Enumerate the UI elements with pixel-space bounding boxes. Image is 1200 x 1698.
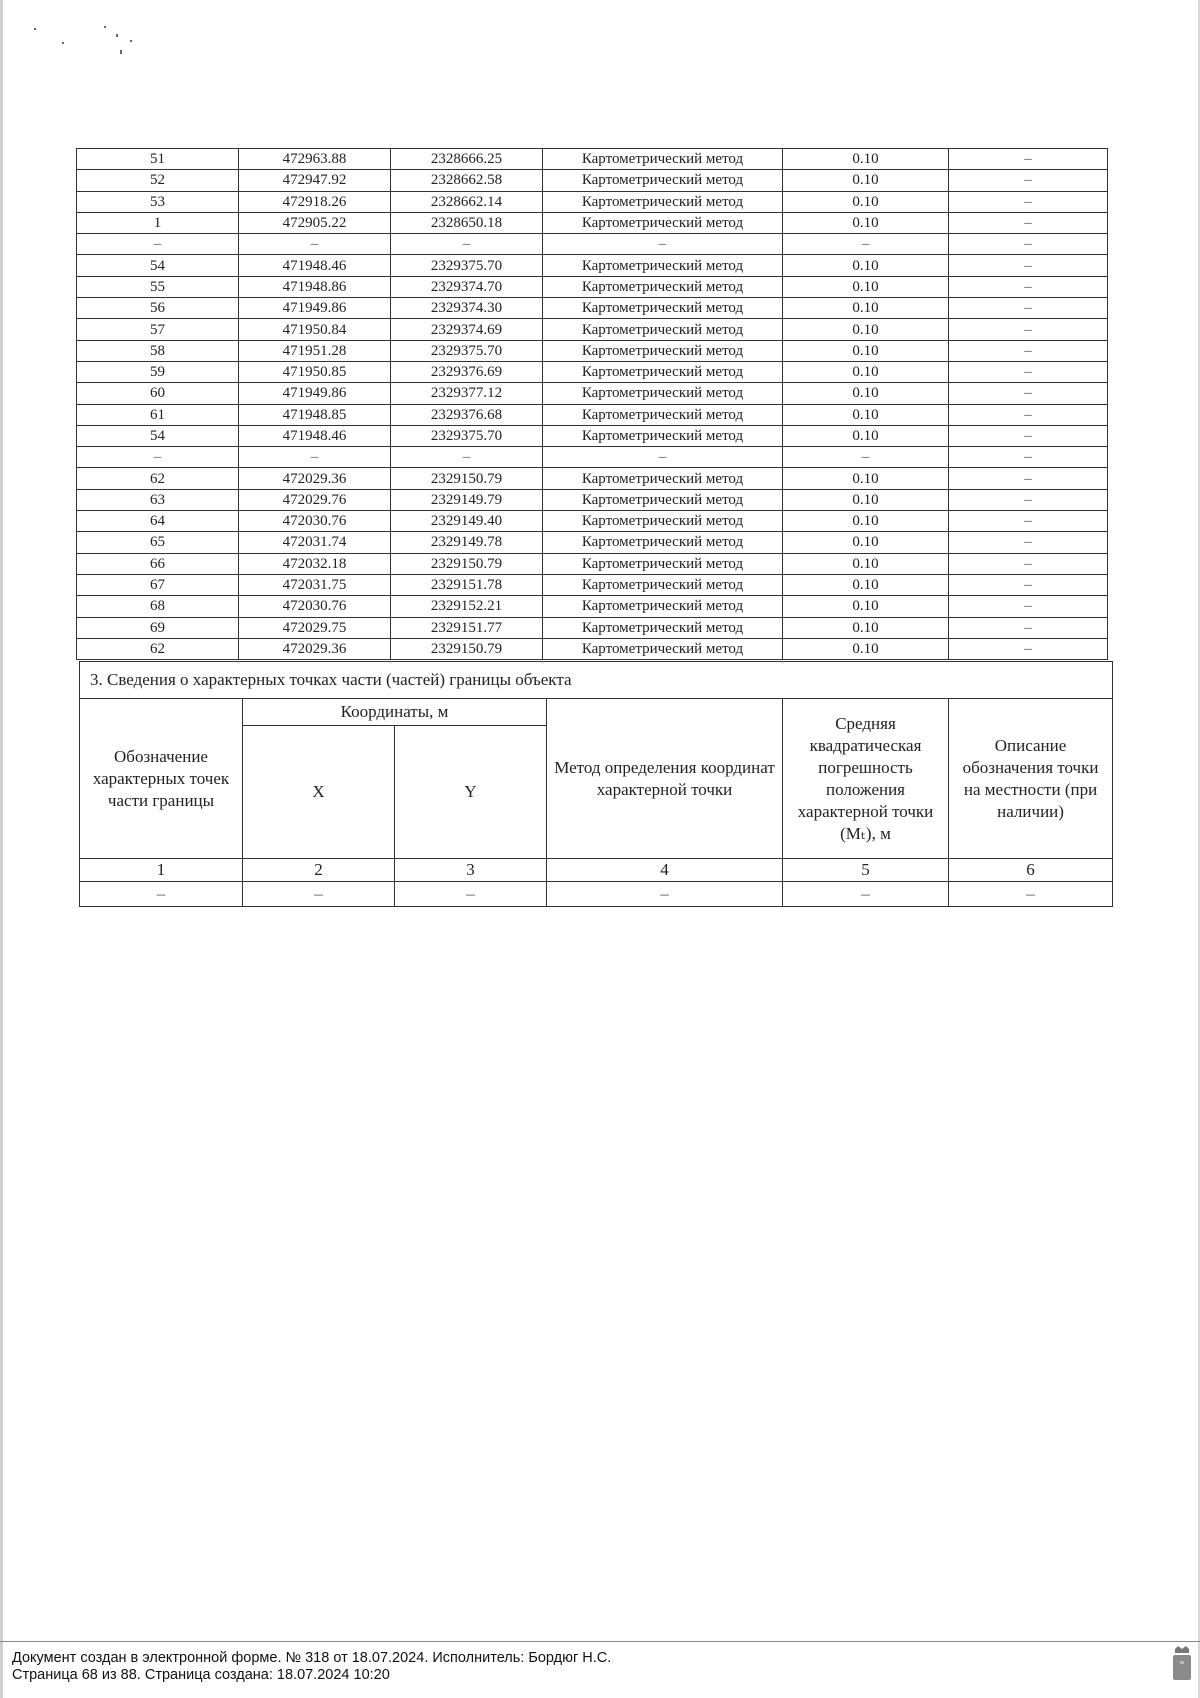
coord-y-cell: – bbox=[391, 447, 543, 468]
header-coords: Координаты, м bbox=[243, 699, 547, 726]
table-row bbox=[77, 425, 1108, 446]
point-number-cell: 64 bbox=[77, 511, 239, 532]
accuracy-cell: 0.10 bbox=[783, 617, 949, 638]
coord-y-cell: 2329376.68 bbox=[391, 404, 543, 425]
coord-x-cell: 472031.74 bbox=[239, 532, 391, 553]
description-cell: – bbox=[949, 638, 1108, 659]
coord-y-cell: 2329149.40 bbox=[391, 511, 543, 532]
description-cell: – bbox=[949, 532, 1108, 553]
point-number-cell: 59 bbox=[77, 361, 239, 382]
coord-x-cell: 471948.85 bbox=[239, 404, 391, 425]
table-row bbox=[77, 276, 1108, 297]
accuracy-cell: 0.10 bbox=[783, 553, 949, 574]
description-cell: – bbox=[949, 425, 1108, 446]
point-number-cell: 61 bbox=[77, 404, 239, 425]
point-number-cell: 63 bbox=[77, 489, 239, 510]
table-row bbox=[77, 255, 1108, 276]
coord-x-cell: 472029.36 bbox=[239, 638, 391, 659]
coord-y-cell: 2329376.69 bbox=[391, 361, 543, 382]
column-number: 6 bbox=[949, 859, 1113, 882]
accuracy-cell: 0.10 bbox=[783, 638, 949, 659]
table-row bbox=[77, 489, 1108, 510]
coord-x-cell: 471951.28 bbox=[239, 340, 391, 361]
point-number-cell: 60 bbox=[77, 383, 239, 404]
table-row bbox=[77, 319, 1108, 340]
description-cell: – bbox=[949, 319, 1108, 340]
point-number-cell: 67 bbox=[77, 574, 239, 595]
method-cell: Картометрический метод bbox=[543, 468, 783, 489]
header-designation: Обозначение характерных точек части границы bbox=[80, 699, 243, 859]
dash-cell: – bbox=[547, 882, 783, 907]
coord-y-cell: 2329374.30 bbox=[391, 298, 543, 319]
accuracy-cell: 0.10 bbox=[783, 340, 949, 361]
table-row bbox=[77, 383, 1108, 404]
section3-title: 3. Сведения о характерных точках части (частей) границы объекта bbox=[80, 662, 1113, 699]
coord-y-cell: 2329377.12 bbox=[391, 383, 543, 404]
coord-x-cell: 472947.92 bbox=[239, 170, 391, 191]
table-row bbox=[77, 340, 1108, 361]
coord-x-cell: 471949.86 bbox=[239, 298, 391, 319]
coord-x-cell: 472029.36 bbox=[239, 468, 391, 489]
description-cell: – bbox=[949, 468, 1108, 489]
point-number-cell: – bbox=[77, 234, 239, 255]
header-description: Описание обозначения точки на местности (при наличии) bbox=[949, 699, 1113, 859]
table-row bbox=[77, 596, 1108, 617]
table-row bbox=[77, 574, 1108, 595]
accuracy-cell: 0.10 bbox=[783, 149, 949, 170]
coord-x-cell: 472029.75 bbox=[239, 617, 391, 638]
accuracy-cell: 0.10 bbox=[783, 468, 949, 489]
coord-y-cell: 2328662.14 bbox=[391, 191, 543, 212]
coord-y-cell: 2329149.79 bbox=[391, 489, 543, 510]
method-cell: Картометрический метод bbox=[543, 425, 783, 446]
coord-y-cell: 2329150.79 bbox=[391, 468, 543, 489]
column-number: 5 bbox=[783, 859, 949, 882]
dash-cell: – bbox=[80, 882, 243, 907]
coord-x-cell: 472030.76 bbox=[239, 511, 391, 532]
coord-y-cell: 2329151.78 bbox=[391, 574, 543, 595]
description-cell: – bbox=[949, 170, 1108, 191]
dash-cell: – bbox=[783, 882, 949, 907]
method-cell: Картометрический метод bbox=[543, 149, 783, 170]
section3-table bbox=[79, 661, 1113, 907]
accuracy-cell: 0.10 bbox=[783, 319, 949, 340]
method-cell: Картометрический метод bbox=[543, 404, 783, 425]
method-cell: Картометрический метод bbox=[543, 340, 783, 361]
coord-x-cell: 472905.22 bbox=[239, 212, 391, 233]
description-cell: – bbox=[949, 383, 1108, 404]
table-row bbox=[77, 553, 1108, 574]
coordinates-table bbox=[76, 148, 1108, 660]
coord-y-cell: 2329375.70 bbox=[391, 425, 543, 446]
document-footer bbox=[0, 1641, 1200, 1683]
point-number-cell: 62 bbox=[77, 638, 239, 659]
page-edge-left bbox=[0, 0, 3, 1698]
accuracy-cell: – bbox=[783, 447, 949, 468]
description-cell: – bbox=[949, 596, 1108, 617]
coord-y-cell: 2329374.69 bbox=[391, 319, 543, 340]
accuracy-cell: 0.10 bbox=[783, 574, 949, 595]
table-row bbox=[77, 638, 1108, 659]
column-number: 2 bbox=[243, 859, 395, 882]
point-number-cell: 66 bbox=[77, 553, 239, 574]
table-row bbox=[77, 149, 1108, 170]
point-number-cell: 54 bbox=[77, 425, 239, 446]
description-cell: – bbox=[949, 298, 1108, 319]
coord-x-cell: 472918.26 bbox=[239, 191, 391, 212]
description-cell: – bbox=[949, 447, 1108, 468]
table-row bbox=[77, 212, 1108, 233]
coord-y-cell: 2329149.78 bbox=[391, 532, 543, 553]
header-method: Метод определения координат характерной точки bbox=[547, 699, 783, 859]
accuracy-cell: 0.10 bbox=[783, 361, 949, 382]
method-cell: Картометрический метод bbox=[543, 212, 783, 233]
method-cell: Картометрический метод bbox=[543, 383, 783, 404]
description-cell: – bbox=[949, 255, 1108, 276]
coordinates-table-body bbox=[77, 149, 1108, 660]
coord-x-cell: 471950.84 bbox=[239, 319, 391, 340]
dash-cell: – bbox=[395, 882, 547, 907]
description-cell: – bbox=[949, 511, 1108, 532]
table-row bbox=[77, 234, 1108, 255]
accuracy-cell: 0.10 bbox=[783, 170, 949, 191]
accuracy-cell: 0.10 bbox=[783, 404, 949, 425]
point-number-cell: 54 bbox=[77, 255, 239, 276]
footer-line-1: Документ создан в электронной форме. № 318 от 18.07.2024. Исполнитель: Бордюг Н.С. bbox=[12, 1650, 612, 1666]
scan-specks bbox=[30, 20, 150, 60]
table-row bbox=[77, 191, 1108, 212]
column-number: 3 bbox=[395, 859, 547, 882]
description-cell: – bbox=[949, 617, 1108, 638]
coord-y-cell: 2329374.70 bbox=[391, 276, 543, 297]
coord-y-cell: 2329150.79 bbox=[391, 638, 543, 659]
point-number-cell: – bbox=[77, 447, 239, 468]
method-cell: Картометрический метод bbox=[543, 596, 783, 617]
coord-x-cell: 472030.76 bbox=[239, 596, 391, 617]
table-row bbox=[77, 511, 1108, 532]
coord-x-cell: 471948.46 bbox=[239, 255, 391, 276]
accuracy-cell: 0.10 bbox=[783, 298, 949, 319]
point-number-cell: 68 bbox=[77, 596, 239, 617]
coord-x-cell: 471948.86 bbox=[239, 276, 391, 297]
accuracy-cell: 0.10 bbox=[783, 425, 949, 446]
coord-y-cell: – bbox=[391, 234, 543, 255]
point-number-cell: 53 bbox=[77, 191, 239, 212]
method-cell: Картометрический метод bbox=[543, 276, 783, 297]
point-number-cell: 56 bbox=[77, 298, 239, 319]
description-cell: – bbox=[949, 191, 1108, 212]
coord-x-cell: 471950.85 bbox=[239, 361, 391, 382]
dash-cell: – bbox=[949, 882, 1113, 907]
coord-x-cell: 472031.75 bbox=[239, 574, 391, 595]
table-row bbox=[77, 468, 1108, 489]
accuracy-cell: 0.10 bbox=[783, 511, 949, 532]
coord-x-cell: 472029.76 bbox=[239, 489, 391, 510]
table-row bbox=[77, 447, 1108, 468]
method-cell: Картометрический метод bbox=[543, 191, 783, 212]
description-cell: – bbox=[949, 553, 1108, 574]
coord-y-cell: 2329375.70 bbox=[391, 340, 543, 361]
accuracy-cell: 0.10 bbox=[783, 191, 949, 212]
description-cell: – bbox=[949, 489, 1108, 510]
coord-x-cell: 472963.88 bbox=[239, 149, 391, 170]
seal-icon bbox=[1172, 1645, 1192, 1681]
table-row bbox=[77, 617, 1108, 638]
method-cell: Картометрический метод bbox=[543, 361, 783, 382]
description-cell: – bbox=[949, 404, 1108, 425]
coord-y-cell: 2329152.21 bbox=[391, 596, 543, 617]
method-cell: Картометрический метод bbox=[543, 170, 783, 191]
table-row bbox=[77, 298, 1108, 319]
description-cell: – bbox=[949, 340, 1108, 361]
point-number-cell: 58 bbox=[77, 340, 239, 361]
method-cell: – bbox=[543, 447, 783, 468]
description-cell: – bbox=[949, 234, 1108, 255]
method-cell: Картометрический метод bbox=[543, 489, 783, 510]
method-cell: Картометрический метод bbox=[543, 638, 783, 659]
accuracy-cell: 0.10 bbox=[783, 532, 949, 553]
coord-x-cell: 472032.18 bbox=[239, 553, 391, 574]
header-x: X bbox=[243, 726, 395, 859]
column-number: 4 bbox=[547, 859, 783, 882]
coord-x-cell: – bbox=[239, 447, 391, 468]
description-cell: – bbox=[949, 574, 1108, 595]
coord-x-cell: 471949.86 bbox=[239, 383, 391, 404]
description-cell: – bbox=[949, 212, 1108, 233]
table-row bbox=[77, 361, 1108, 382]
accuracy-cell: 0.10 bbox=[783, 596, 949, 617]
coord-y-cell: 2329375.70 bbox=[391, 255, 543, 276]
accuracy-cell: 0.10 bbox=[783, 212, 949, 233]
method-cell: Картометрический метод bbox=[543, 255, 783, 276]
point-number-cell: 69 bbox=[77, 617, 239, 638]
method-cell: Картометрический метод bbox=[543, 553, 783, 574]
footer-line-2: Страница 68 из 88. Страница создана: 18.07.2024 10:20 bbox=[12, 1667, 390, 1683]
method-cell: Картометрический метод bbox=[543, 574, 783, 595]
point-number-cell: 55 bbox=[77, 276, 239, 297]
empty-dash-row bbox=[80, 882, 1113, 907]
description-cell: – bbox=[949, 361, 1108, 382]
description-cell: – bbox=[949, 276, 1108, 297]
method-cell: – bbox=[543, 234, 783, 255]
method-cell: Картометрический метод bbox=[543, 511, 783, 532]
point-number-cell: 65 bbox=[77, 532, 239, 553]
method-cell: Картометрический метод bbox=[543, 532, 783, 553]
coord-y-cell: 2329151.77 bbox=[391, 617, 543, 638]
header-y: Y bbox=[395, 726, 547, 859]
point-number-cell: 51 bbox=[77, 149, 239, 170]
description-cell: – bbox=[949, 149, 1108, 170]
accuracy-cell: 0.10 bbox=[783, 383, 949, 404]
coord-x-cell: – bbox=[239, 234, 391, 255]
method-cell: Картометрический метод bbox=[543, 319, 783, 340]
column-number: 1 bbox=[80, 859, 243, 882]
point-number-cell: 57 bbox=[77, 319, 239, 340]
point-number-cell: 62 bbox=[77, 468, 239, 489]
accuracy-cell: – bbox=[783, 234, 949, 255]
coord-y-cell: 2328662.58 bbox=[391, 170, 543, 191]
accuracy-cell: 0.10 bbox=[783, 255, 949, 276]
header-error: Средняя квадратическая погрешность положения характерной точки (Mₜ), м bbox=[783, 699, 949, 859]
coord-y-cell: 2328666.25 bbox=[391, 149, 543, 170]
method-cell: Картометрический метод bbox=[543, 298, 783, 319]
coord-x-cell: 471948.46 bbox=[239, 425, 391, 446]
coord-y-cell: 2329150.79 bbox=[391, 553, 543, 574]
table-row bbox=[77, 170, 1108, 191]
accuracy-cell: 0.10 bbox=[783, 276, 949, 297]
method-cell: Картометрический метод bbox=[543, 617, 783, 638]
column-numbers-row bbox=[80, 859, 1113, 882]
table-row bbox=[77, 532, 1108, 553]
accuracy-cell: 0.10 bbox=[783, 489, 949, 510]
point-number-cell: 52 bbox=[77, 170, 239, 191]
point-number-cell: 1 bbox=[77, 212, 239, 233]
dash-cell: – bbox=[243, 882, 395, 907]
coord-y-cell: 2328650.18 bbox=[391, 212, 543, 233]
table-row bbox=[77, 404, 1108, 425]
